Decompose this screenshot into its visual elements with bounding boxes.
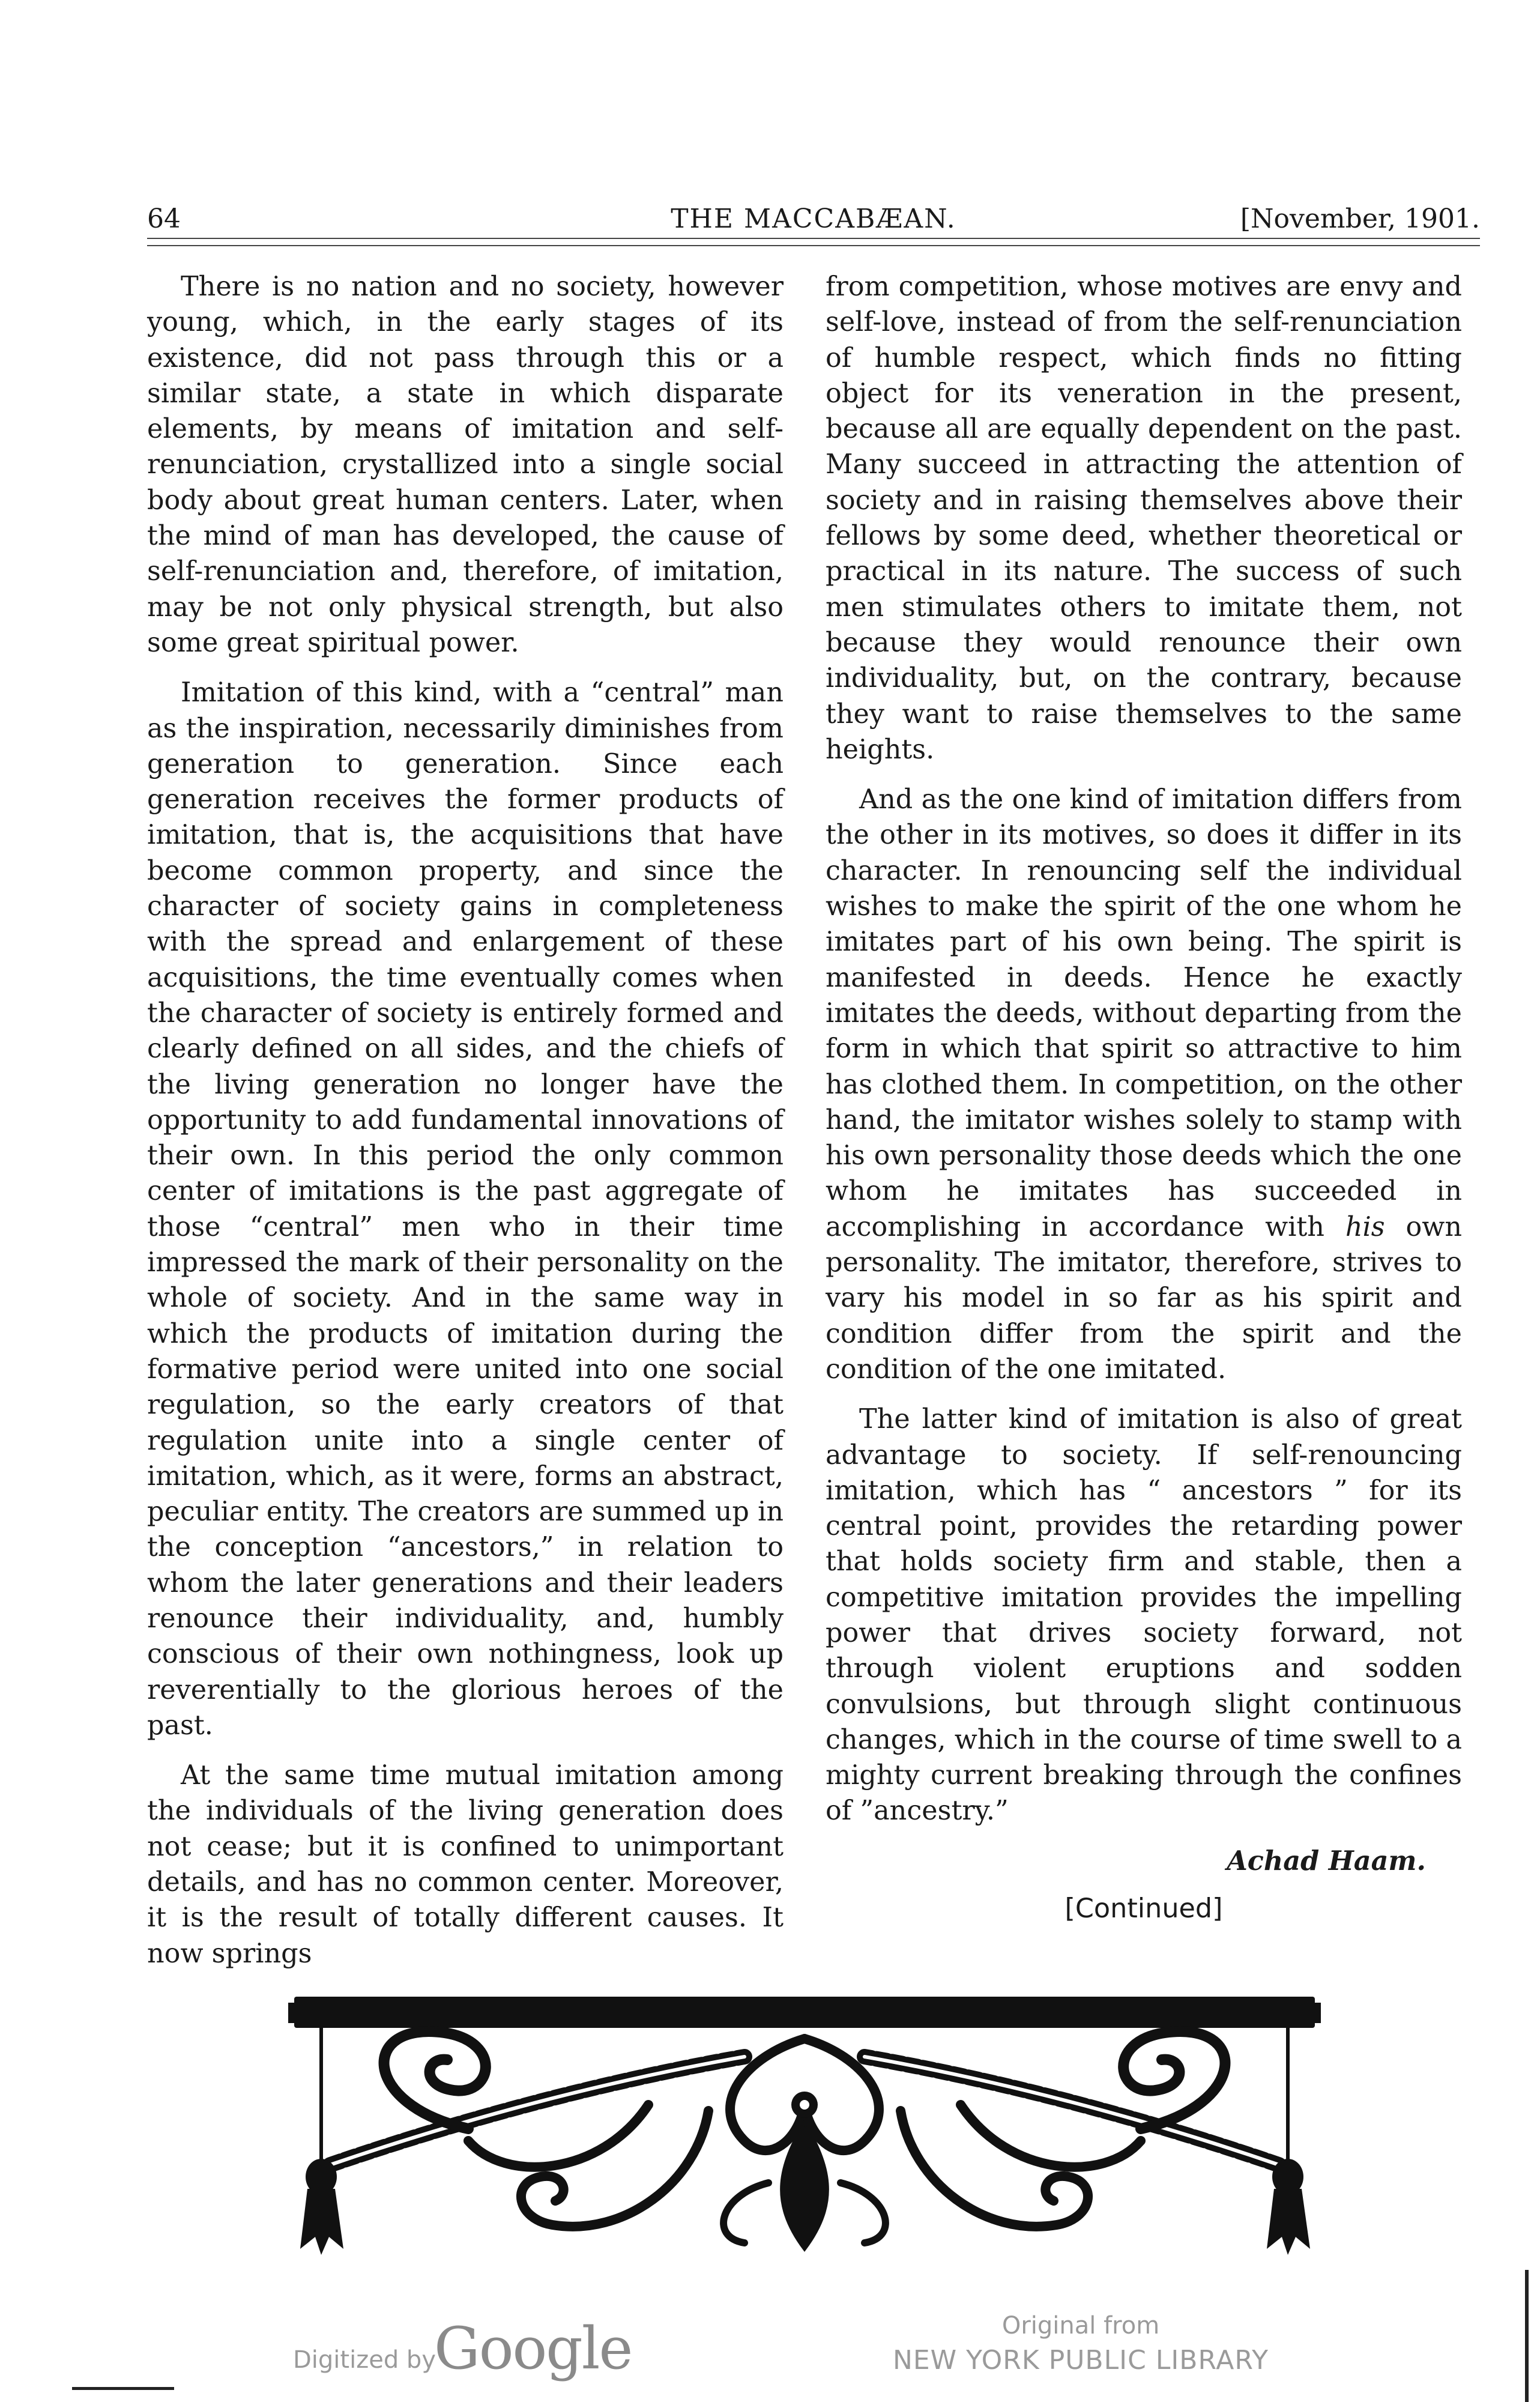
decorative-vignette-icon bbox=[288, 1985, 1321, 2261]
page-number: 64 bbox=[147, 204, 181, 234]
library-name: NEW YORK PUBLIC LIBRARY bbox=[892, 2345, 1269, 2376]
library-attribution bbox=[841, 2309, 1321, 2379]
running-head bbox=[147, 201, 1480, 237]
google-logo: Google bbox=[434, 2315, 632, 2382]
original-from-label: Original from bbox=[1001, 2312, 1160, 2340]
paragraph: from competition, whose motives are envy and self-love, instead of from the self-renunciation of humble respect, which finds no fitting object for its veneration in the present, because all are equally dependent on the past. Many succeed in attracting the attention of society and in raising themselves above their fellows by some deed, whether theoretical or practical in its nature. The success of such men stimulates others to imitate them, not because they would renounce their own individuality, but, on the contrary, because they want to raise themselves to the same heights. bbox=[826, 271, 1462, 765]
scan-edge-mark bbox=[72, 2387, 174, 2390]
journal-title: THE MACCABÆAN. bbox=[671, 204, 956, 234]
digitized-by-label: Digitized by bbox=[293, 2346, 436, 2374]
header-rule bbox=[147, 238, 1480, 239]
paragraph: Imitation of this kind, with a “central” man as the inspiration, necessarily diminishes from generation to generation. Since each generation receives the former products of imitation, that is, the acquisitions that have become common property, and since the character of society gains in completeness with the spread and enlargement of these acquisitions, the time eventually comes when the character of society is entirely formed and clearly defined on all sides, and the chiefs of the living generation no longer have the opportunity to add fundamental innovations of their own. In this period the only common center of imitations is the past aggregate of those “central” men who in their time impressed the mark of their personality on the whole of society. And in the same way in which the products of imitation during the formative period were united into one social regulation, so the early creators of that regulation unite into a single center of imitation, which, as it were, forms an abstract, peculiar entity. The creators are summed up in the conception “ancestors,” in relation to whom the later generations and their leaders renounce their individuality, and, humbly conscious of their own nothingness, look up reverentially to the glorious heroes of the past. bbox=[147, 677, 784, 1741]
right-column bbox=[826, 269, 1462, 1926]
paragraph: At the same time mutual imitation among the individuals of the living generation does not cease; but it is confined to unimportant details, and has no common center. Moreover, it is the result of totally different causes. It now springs bbox=[147, 1760, 784, 1969]
left-column bbox=[147, 269, 784, 1971]
emphasis: his bbox=[1345, 1211, 1385, 1242]
header-rule-secondary bbox=[147, 245, 1480, 246]
paragraph-text: And as the one kind of imitation differs from the other in its motives, so does it differ in its character. In renouncing self the individual wishes to make the spirit of the one whom he imitates part of his own being. The spirit is manifested in deeds. Hence he exactly imitates the deeds, without departing from the form in which that spirit so attractive to him has clothed them. In competition, on the other hand, the imitator wishes solely to stamp with his own personality those deeds which the one whom he imitates has succeeded in accomplishing in accordance with bbox=[826, 784, 1462, 1242]
paragraph bbox=[826, 782, 1462, 1387]
paragraph: The latter kind of imitation is also of great advantage to society. If self-renouncing imitation, which has “ ancestors ” for its central point, provides the retarding power that holds society firm and stable, then a competitive imitation provides the impelling power that drives society forward, not through violent eruptions and sodden convulsions, but through slight continuous changes, which in the course of time swell to a mighty current breaking through the confines of ”ancestry.” bbox=[826, 1404, 1462, 1827]
continued-note: [Continued] bbox=[1064, 1893, 1223, 1925]
issue-date: [November, 1901. bbox=[1240, 204, 1480, 234]
scan-edge-mark bbox=[1525, 2270, 1529, 2402]
paragraph-text: own personality. The imitator, therefore, strives to vary his model in so far as his spirit and condition differ from the spirit and the condition of the one imitated. bbox=[826, 1211, 1462, 1385]
author-signature: Achad Haam. bbox=[1227, 1845, 1426, 1877]
paragraph: There is no nation and no society, however young, which, in the early stages of its existence, did not pass through this or a similar state, a state in which disparate elements, by means of imitation and self-renunciation, crystallized into a single social body about great human centers. Later, when the mind of man has developed, the cause of self-renunciation and, therefore, of imitation, may be not only physical strength, but also some great spiritual power. bbox=[147, 271, 784, 658]
